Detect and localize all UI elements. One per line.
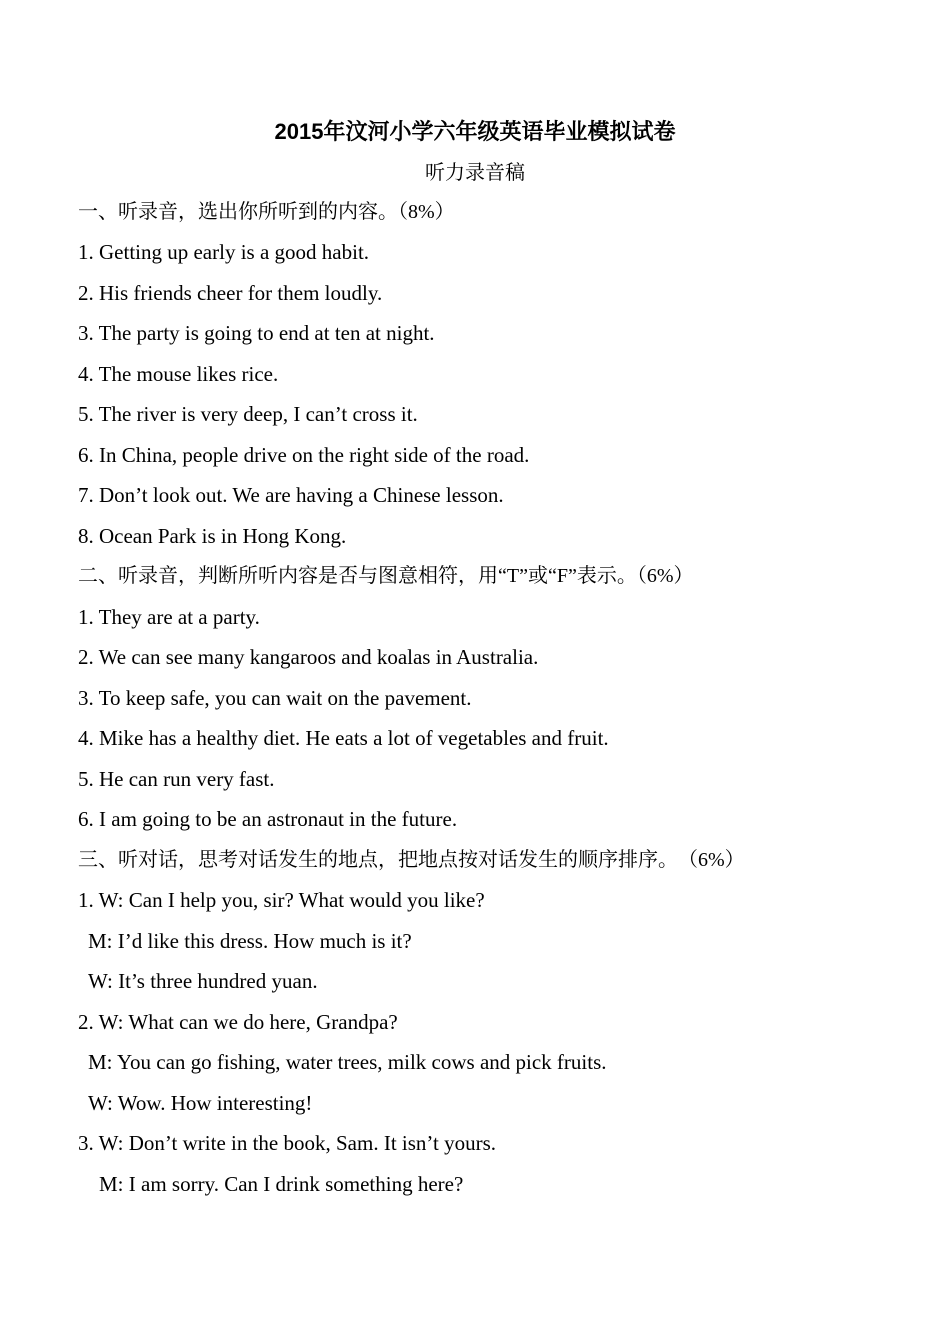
dialogue-line: M: I’d like this dress. How much is it? xyxy=(88,929,412,953)
list-item: 4. Mike has a healthy diet. He eats a lot of vegetables and fruit. xyxy=(78,726,609,750)
dialogue-line: 3. W: Don’t write in the book, Sam. It isn’t yours. xyxy=(78,1131,497,1155)
page-subtitle: 听力录音稿 xyxy=(425,160,525,184)
dialogue-line: M: You can go fishing, water trees, milk cows and pick fruits. xyxy=(88,1050,607,1074)
list-item: 3. The party is going to end at ten at night. xyxy=(78,321,435,345)
list-item: 4. The mouse likes rice. xyxy=(78,362,279,386)
list-item: 7. Don’t look out. We are having a Chinese lesson. xyxy=(78,483,504,507)
list-item: 3. To keep safe, you can wait on the pavement. xyxy=(78,686,472,710)
section-heading: 三、听对话，思考对话发生的地点，把地点按对话发生的顺序排序。 （6%） xyxy=(78,849,745,871)
list-item: 8. Ocean Park is in Hong Kong. xyxy=(78,524,347,548)
dialogue-line: 2. W: What can we do here, Grandpa? xyxy=(78,1010,398,1034)
section-heading: 二、听录音，判断所听内容是否与图意相符，用“T”或“F”表示。（6%） xyxy=(78,565,694,587)
dialogue-line: W: Wow. How interesting! xyxy=(88,1091,313,1115)
list-item: 5. He can run very fast. xyxy=(78,767,275,791)
dialogue-line: M: I am sorry. Can I drink something here? xyxy=(99,1172,464,1196)
list-item: 2. His friends cheer for them loudly. xyxy=(78,281,383,305)
list-item: 1. They are at a party. xyxy=(78,605,260,629)
list-item: 2. We can see many kangaroos and koalas in Australia. xyxy=(78,645,539,669)
section-heading: 一、听录音，选出你所听到的内容。（8%） xyxy=(78,201,455,223)
page-title: 2015年汶河小学六年级英语毕业模拟试卷 xyxy=(274,119,676,144)
dialogue-line: 1. W: Can I help you, sir? What would you like? xyxy=(78,888,485,912)
list-item: 5. The river is very deep, I can’t cross it. xyxy=(78,402,418,426)
list-item: 6. In China, people drive on the right side of the road. xyxy=(78,443,530,467)
dialogue-line: W: It’s three hundred yuan. xyxy=(88,969,318,993)
list-item: 1. Getting up early is a good habit. xyxy=(78,240,370,264)
list-item: 6. I am going to be an astronaut in the future. xyxy=(78,807,458,831)
